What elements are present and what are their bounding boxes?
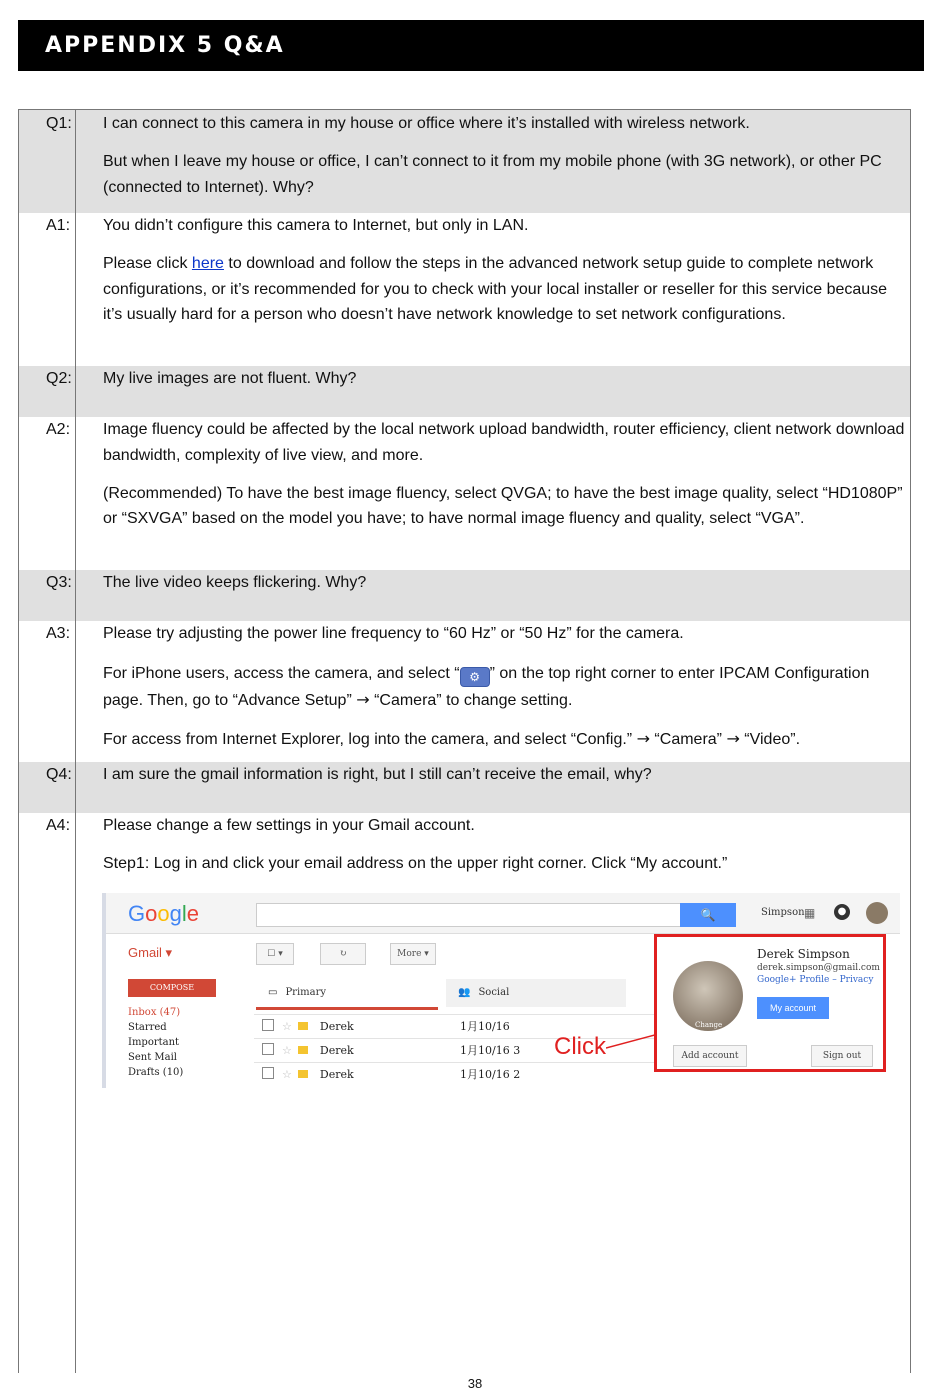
click-annotation: Click (554, 1033, 606, 1060)
qa-row-q1 (19, 110, 910, 213)
row-label: Q1: (46, 115, 72, 132)
tab-label: Social (478, 987, 510, 998)
row-text (103, 111, 907, 213)
paragraph: Step1: Log in and click your email address on the upper right corner. Click “My account.” (103, 855, 728, 872)
row-text (103, 213, 907, 340)
sidebar-item-important[interactable]: Important (128, 1037, 180, 1048)
row-label: A4: (46, 817, 71, 834)
refresh-button[interactable]: ↻ (320, 943, 366, 965)
paragraph (103, 726, 907, 753)
qa-row-q2 (19, 366, 910, 417)
text-span: “Camera” (649, 730, 727, 748)
search-icon[interactable]: 🔍 (680, 903, 736, 927)
text-span: “Camera” to change setting. (369, 691, 573, 709)
paragraph: I am sure the gmail information is right, but I still can’t receive the email, why? (103, 766, 652, 783)
row-text (103, 762, 907, 800)
star-icon[interactable]: ☆ (282, 1020, 292, 1033)
more-button[interactable]: More ▾ (390, 943, 436, 965)
change-photo-label[interactable]: Change (695, 1021, 723, 1029)
qa-table (18, 109, 911, 1373)
qa-row-q3 (19, 570, 910, 621)
profile-privacy-links[interactable]: Google+ Profile – Privacy (757, 975, 874, 985)
account-email: derek.simpson@gmail.com (757, 963, 880, 973)
text-span: to download and follow the steps in the advanced network setup guide to complete network configurations, or it’s recommended for you to check with your local installer or reseller for this service because it’s usually hard for a person who doesn’t have network knowledge to set network configurations. (103, 255, 888, 323)
google-logo: Google (128, 901, 200, 926)
star-icon[interactable]: ☆ (282, 1044, 292, 1057)
row-text (103, 813, 907, 889)
avatar[interactable] (866, 902, 888, 924)
mail-date: 1月10/16 (460, 1020, 510, 1033)
sign-out-button[interactable]: Sign out (811, 1045, 873, 1067)
list-item[interactable] (254, 1062, 654, 1087)
arrow-icon: → (356, 689, 370, 709)
arrow-icon: → (726, 728, 740, 748)
qa-row-q4 (19, 762, 910, 813)
paragraph: You didn’t configure this camera to Internet, but only in LAN. (103, 217, 529, 234)
star-icon[interactable]: ☆ (282, 1068, 292, 1081)
mail-sender: Derek (319, 1020, 354, 1033)
mail-date: 1月10/16 2 (460, 1068, 521, 1081)
paragraph: But when I leave my house or office, I can’t connect to it from my mobile phone (with 3G network), or other PC (connected to Internet). Why? (103, 153, 882, 196)
row-text (103, 366, 907, 404)
row-label: Q2: (46, 370, 72, 387)
qa-row-a1 (19, 213, 910, 366)
row-label: A2: (46, 421, 71, 438)
gear-icon: ⚙ (460, 667, 490, 687)
sidebar-item-inbox[interactable]: Inbox (47) (128, 1007, 181, 1018)
mail-sender: Derek (319, 1044, 354, 1057)
row-text (103, 417, 907, 544)
row-label: A1: (46, 217, 71, 234)
sidebar-item-drafts[interactable]: Drafts (10) (128, 1067, 184, 1078)
row-label: Q3: (46, 574, 72, 591)
label-icon (298, 1070, 308, 1078)
text-span: For iPhone users, access the camera, and select “ (103, 664, 460, 682)
row-label: Q4: (46, 766, 72, 783)
sidebar-item-sent[interactable]: Sent Mail (128, 1052, 178, 1063)
paragraph: Please change a few settings in your Gmail account. (103, 817, 475, 834)
qa-row-a2 (19, 417, 910, 570)
tab-social[interactable] (446, 979, 626, 1007)
text-span: ” on the top right corner to enter IPCAM Configuration page. Then, go to “Advance Setup” (103, 664, 870, 709)
download-here-link[interactable]: here (191, 255, 224, 272)
row-text (103, 570, 907, 608)
row-text (103, 621, 907, 765)
paragraph: My live images are not fluent. Why? (103, 370, 357, 387)
sidebar-item-starred[interactable]: Starred (128, 1022, 167, 1033)
checkbox[interactable] (262, 1067, 274, 1079)
paragraph: Please try adjusting the power line frequency to “60 Hz” or “50 Hz” for the camera. (103, 625, 684, 642)
add-account-button[interactable]: Add account (673, 1045, 747, 1067)
inbox-icon: ▭ (268, 987, 278, 998)
paragraph (103, 661, 907, 714)
text-span: For access from Internet Explorer, log into the camera, and select “Config.” (103, 730, 637, 748)
account-popup (654, 934, 886, 1072)
column-divider (75, 110, 76, 1373)
qa-row-a3 (19, 621, 910, 762)
paragraph: The live video keeps flickering. Why? (103, 574, 367, 591)
paragraph (103, 251, 907, 328)
paragraph: (Recommended) To have the best image fluency, select QVGA; to have the best image quality, select “HD1080P” or “SXVGA” based on the model you have; to have normal image fluency and quality, select “VGA”. (103, 484, 903, 527)
row-label: A3: (46, 625, 71, 642)
gmail-user-name[interactable]: Simpson (761, 907, 805, 918)
gmail-search-input[interactable] (256, 903, 682, 927)
my-account-button[interactable]: My account (757, 997, 829, 1019)
gmail-menu-label[interactable]: Gmail ▾ (128, 945, 173, 960)
apps-grid-icon[interactable]: ▦ (804, 906, 816, 920)
appendix-title: APPENDIX 5 Q&A (45, 33, 285, 58)
people-icon: 👥 (458, 987, 471, 998)
arrow-icon: → (636, 728, 650, 748)
checkbox[interactable] (262, 1043, 274, 1055)
text-span: Please click (103, 255, 192, 272)
compose-button[interactable]: COMPOSE (128, 979, 216, 997)
checkbox[interactable] (262, 1019, 274, 1031)
tab-primary[interactable] (256, 979, 438, 1010)
tab-label: Primary (285, 987, 327, 998)
notification-icon[interactable]: ● (834, 904, 850, 920)
label-icon (298, 1046, 308, 1054)
paragraph: I can connect to this camera in my house or office where it’s installed with wireless network. (103, 115, 750, 132)
mail-date: 1月10/16 3 (460, 1044, 521, 1057)
page-number: 38 (467, 1376, 483, 1391)
appendix-header (18, 20, 924, 71)
text-span: “Video”. (739, 730, 801, 748)
account-name: Derek Simpson (757, 947, 850, 961)
label-icon (298, 1022, 308, 1030)
select-checkbox-button[interactable]: ☐ ▾ (256, 943, 294, 965)
paragraph: Image fluency could be affected by the local network upload bandwidth, router efficiency, client network download bandwidth, complexity of live view, and more. (103, 421, 905, 464)
gmail-screenshot (102, 893, 900, 1088)
mail-sender: Derek (319, 1068, 354, 1081)
